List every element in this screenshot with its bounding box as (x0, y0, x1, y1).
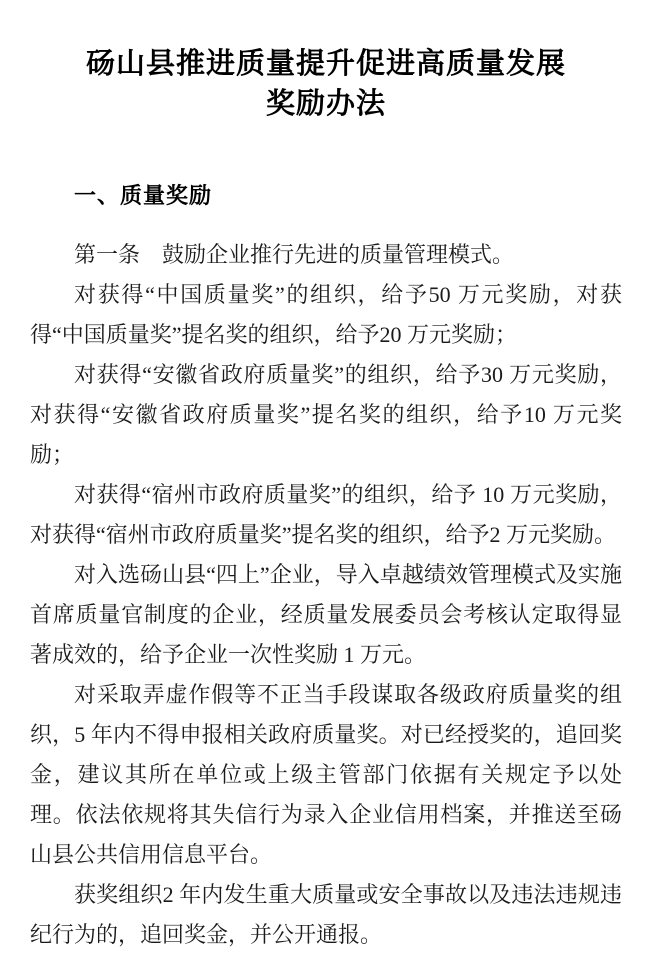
section-heading-quality-rewards: 一、质量奖励 (74, 183, 213, 209)
paragraph-accident-revocation: 获奖组织2 年内发生重大质量或安全事故以及违法违规违纪行为的，追回奖金，并公开通报。 (30, 881, 622, 947)
paragraph-china-quality-award: 对获得“中国质量奖”的组织，给予50 万元奖励，对获得“中国质量奖”提名奖的组织，给予20 万元奖励； (30, 281, 622, 347)
paragraph-suzhou-city-award: 对获得“宿州市政府质量奖”的组织，给予 10 万元奖励，对获得“宿州市政府质量奖”提名奖的组织，给予2 万元奖励。 (30, 481, 622, 547)
document-title-line-2: 奖励办法 (265, 88, 386, 121)
document-body (30, 235, 622, 955)
paragraph-anhui-province-award: 对获得“安徽省政府质量奖”的组织，给予30 万元奖励，对获得“安徽省政府质量奖”提名奖的组织，给予10 万元奖励； (30, 361, 622, 467)
document-title-line-1: 砀山县推进质量提升促进高质量发展 (85, 48, 566, 81)
paragraph-four-above-enterprises: 对入选砀山县“四上”企业，导入卓越绩效管理模式及实施首席质量官制度的企业，经质量发展委员会考核认定取得显著成效的，给予企业一次性奖励 1 万元。 (30, 561, 622, 667)
paragraph-fraud-penalty: 对采取弄虚作假等不正当手段谋取各级政府质量奖的组织，5 年内不得申报相关政府质量奖。对已经授奖的，追回奖金，建议其所在单位或上级主管部门依据有关规定予以处理。依法依规将其失信行为录入企业信用档案，并推送至砀山县公共信用信息平台。 (30, 681, 622, 867)
document-title (30, 44, 622, 124)
paragraph-article-1: 第一条 鼓励企业推行先进的质量管理模式。 (74, 241, 515, 267)
